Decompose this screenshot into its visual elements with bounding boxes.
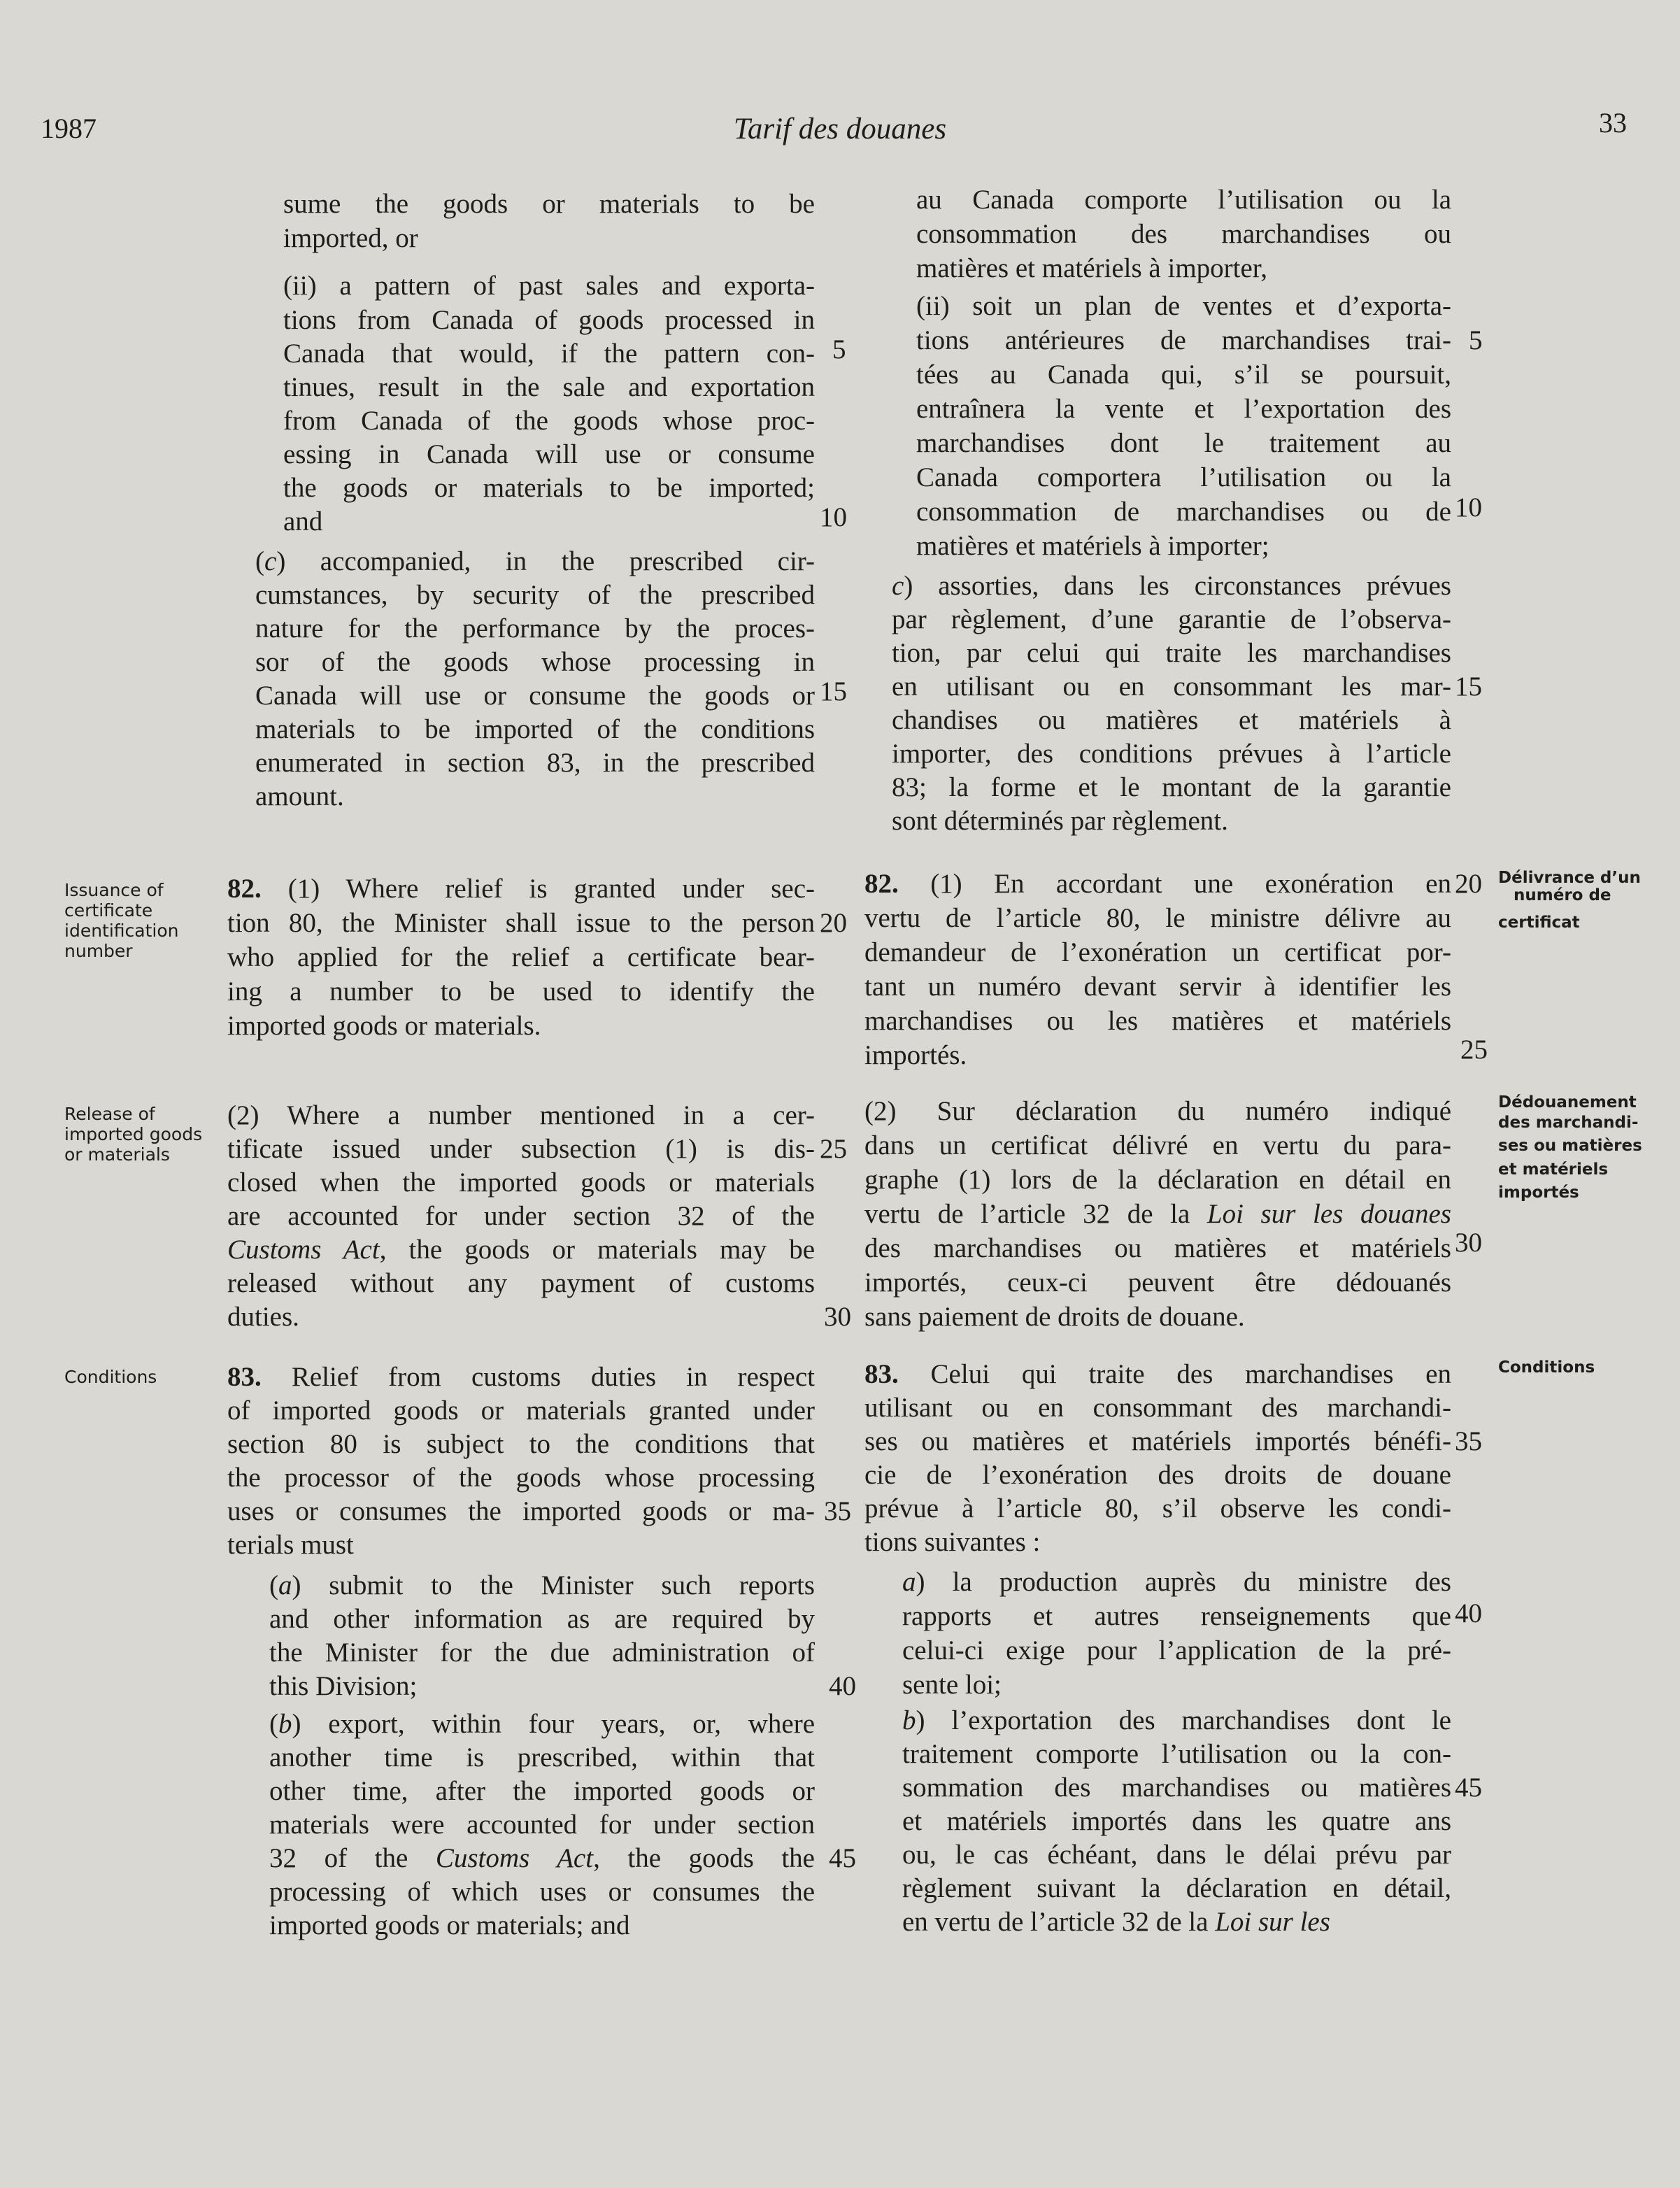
fr-text-line: consommation des marchandises ou [916, 219, 1451, 249]
en-text-line: materials were accounted for under section [269, 1810, 815, 1840]
en-text-line: section 80 is subject to the conditions that [227, 1429, 815, 1459]
marginal-note-fr: certificat [1498, 914, 1580, 932]
fr-text-line: et matériels importés dans les quatre ans [902, 1806, 1451, 1836]
en-text-line: 32 of the Customs Act, the goods the [269, 1843, 815, 1873]
en-text-line: 83. Relief from customs duties in respect [227, 1362, 815, 1392]
marginal-note-en: number [64, 941, 133, 961]
line-number: 5 [832, 334, 846, 364]
line-number: 30 [1455, 1228, 1482, 1258]
fr-text-line: c) assorties, dans les circonstances prévues [892, 571, 1451, 601]
en-text-line: from Canada of the goods whose proc- [283, 406, 815, 436]
en-text-line: and other information as are required by [269, 1604, 815, 1634]
marginal-note-fr: importés [1498, 1184, 1579, 1202]
marginal-note-en: or materials [64, 1144, 170, 1165]
line-number: 15 [820, 676, 847, 706]
fr-text-line: celui-ci exige pour l’application de la pré- [902, 1635, 1451, 1665]
marginal-note-en: identification [64, 921, 179, 941]
fr-text-line: tées au Canada qui, s’il se poursuit, [916, 360, 1451, 390]
fr-text-line: ses ou matières et matériels importés bénéfi- [864, 1426, 1451, 1456]
line-number: 15 [1455, 672, 1482, 702]
marginal-note-fr: des marchandi- [1498, 1114, 1639, 1132]
en-text-line: cumstances, by security of the prescribed [255, 580, 815, 610]
en-text-line: the goods or materials to be imported; [283, 473, 815, 503]
en-text-line: (2) Where a number mentioned in a cer- [227, 1100, 815, 1130]
fr-text-line: importer, des conditions prévues à l’article [892, 739, 1451, 769]
en-text-line: materials to be imported of the conditions [255, 714, 815, 744]
line-number: 45 [829, 1843, 856, 1873]
fr-text-line: marchandises dont le traitement au [916, 428, 1451, 458]
en-text-line: (c) accompanied, in the prescribed cir- [255, 546, 815, 576]
en-text-line: processing of which uses or consumes the [269, 1877, 815, 1907]
en-text-line: the Minister for the due administration of [269, 1638, 815, 1668]
en-text-line: who applied for the relief a certificate bear- [227, 942, 815, 972]
marginal-note-en: Release of [64, 1104, 155, 1124]
fr-text-line: prévue à l’article 80, s’il observe les condi- [864, 1493, 1451, 1523]
fr-text-line: en vertu de l’article 32 de la Loi sur les [902, 1907, 1330, 1937]
fr-text-line: importés, ceux-ci peuvent être dédouanés [864, 1267, 1451, 1298]
marginal-note-en: Issuance of [64, 880, 164, 900]
marginal-note-fr: Délivrance d’un [1498, 869, 1641, 887]
en-text-line: tion 80, the Minister shall issue to the person [227, 908, 815, 938]
line-number: 20 [1455, 869, 1482, 899]
fr-text-line: marchandises ou les matières et matériels [864, 1006, 1451, 1036]
fr-text-line: sans paiement de droits de douane. [864, 1302, 1245, 1332]
en-text-line: nature for the performance by the proces- [255, 613, 815, 644]
fr-text-line: traitement comporte l’utilisation ou la con- [902, 1739, 1451, 1769]
line-number: 25 [820, 1134, 847, 1164]
fr-text-line: tions antérieures de marchandises trai- [916, 325, 1451, 355]
line-number: 25 [1460, 1035, 1488, 1065]
en-text-line: (a) submit to the Minister such reports [269, 1570, 815, 1600]
en-text-line: imported, or [283, 223, 418, 253]
en-text-line: closed when the imported goods or materials [227, 1167, 815, 1198]
line-number: 35 [824, 1496, 851, 1526]
fr-text-line: graphe (1) lors de la déclaration en détail en [864, 1165, 1451, 1195]
fr-text-line: ou, le cas échéant, dans le délai prévu par [902, 1840, 1451, 1870]
fr-text-line: tion, par celui qui traite les marchandises [892, 638, 1451, 668]
en-text-line: this Division; [269, 1671, 418, 1701]
fr-text-line: sont déterminés par règlement. [892, 806, 1228, 836]
fr-text-line: (2) Sur déclaration du numéro indiqué [864, 1096, 1451, 1126]
fr-text-line: chandises ou matières et matériels à [892, 705, 1451, 735]
fr-text-line: tions suivantes : [864, 1527, 1041, 1557]
en-text-line: sume the goods or materials to be [283, 189, 815, 219]
fr-text-line: b) l’exportation des marchandises dont le [902, 1705, 1451, 1735]
en-text-line: (b) export, within four years, or, where [269, 1709, 815, 1739]
fr-text-line: entraînera la vente et l’exportation des [916, 394, 1451, 424]
en-text-line: imported goods or materials. [227, 1011, 541, 1041]
en-text-line: 82. (1) Where relief is granted under sec- [227, 874, 815, 904]
fr-text-line: demandeur de l’exonération un certificat por- [864, 937, 1451, 967]
en-text-line: tinues, result in the sale and exportation [283, 372, 815, 402]
en-text-line: terials must [227, 1530, 354, 1560]
marginal-note-fr: Conditions [1498, 1358, 1595, 1377]
en-text-line: Customs Act, the goods or materials may be [227, 1235, 816, 1265]
en-text-line: (ii) a pattern of past sales and exporta- [283, 271, 815, 301]
fr-text-line: des marchandises ou matières et matériels [864, 1233, 1451, 1263]
en-text-line: tificate issued under subsection (1) is dis- [227, 1134, 815, 1164]
marginal-note-fr: numéro de [1514, 886, 1611, 904]
en-text-line: amount. [255, 781, 344, 811]
line-number: 40 [829, 1671, 856, 1701]
en-text-line: essing in Canada will use or consume [283, 439, 815, 469]
line-number: 5 [1469, 325, 1483, 355]
marginal-note-fr: et matériels [1498, 1160, 1609, 1179]
fr-text-line: sommation des marchandises ou matières [902, 1773, 1451, 1803]
line-number: 40 [1455, 1598, 1482, 1628]
line-number: 10 [1455, 492, 1482, 523]
marginal-note-fr: Dédouanement [1498, 1093, 1637, 1111]
line-number: 20 [820, 908, 847, 938]
fr-text-line: a) la production auprès du ministre des [902, 1567, 1451, 1597]
fr-text-line: Canada comportera l’utilisation ou la [916, 462, 1451, 492]
fr-text-line: rapports et autres renseignements que [902, 1601, 1451, 1631]
fr-text-line: utilisant ou en consommant des marchandi- [864, 1393, 1451, 1423]
en-text-line: another time is prescribed, within that [269, 1742, 815, 1773]
en-text-line: the processor of the goods whose processing [227, 1463, 815, 1493]
fr-text-line: matières et matériels à importer, [916, 253, 1267, 283]
en-text-line: Canada will use or consume the goods or [255, 681, 815, 711]
en-text-line: imported goods or materials; and [269, 1910, 630, 1940]
en-text-line: enumerated in section 83, in the prescribed [255, 748, 815, 778]
fr-text-line: tant un numéro devant servir à identifier les [864, 972, 1451, 1002]
en-text-line: duties. [227, 1302, 299, 1332]
en-text-line: other time, after the imported goods or [269, 1776, 815, 1806]
en-text-line: ing a number to be used to identify the [227, 976, 815, 1007]
fr-text-line: en utilisant ou en consommant les mar- [892, 672, 1451, 702]
en-text-line: and [283, 506, 323, 537]
fr-text-line: vertu de l’article 32 de la Loi sur les douanes [864, 1199, 1451, 1229]
fr-text-line: matières et matériels à importer; [916, 531, 1269, 561]
en-text-line: of imported goods or materials granted under [227, 1395, 815, 1426]
fr-text-line: cie de l’exonération des droits de douane [864, 1460, 1451, 1490]
marginal-note-fr: ses ou matières [1498, 1137, 1642, 1155]
page-title: Tarif des douanes [733, 113, 947, 145]
fr-text-line: au Canada comporte l’utilisation ou la [916, 185, 1451, 215]
page-year: 1987 [41, 113, 97, 144]
fr-text-line: 83. Celui qui traite des marchandises en [864, 1359, 1451, 1389]
fr-text-line: 82. (1) En accordant une exonération en [864, 869, 1451, 899]
en-text-line: uses or consumes the imported goods or ma- [227, 1496, 815, 1526]
line-number: 45 [1455, 1773, 1482, 1803]
fr-text-line: 83; la forme et le montant de la garantie [892, 772, 1451, 802]
fr-text-line: dans un certificat délivré en vertu du para- [864, 1130, 1451, 1160]
page-number: 33 [1599, 107, 1627, 138]
fr-text-line: par règlement, d’une garantie de l’observa- [892, 604, 1451, 634]
marginal-note-en: Conditions [64, 1367, 157, 1387]
fr-text-line: (ii) soit un plan de ventes et d’exporta- [916, 291, 1451, 321]
fr-text-line: consommation de marchandises ou de [916, 497, 1451, 527]
en-text-line: released without any payment of customs [227, 1268, 815, 1298]
fr-text-line: vertu de l’article 80, le ministre délivre au [864, 903, 1451, 933]
line-number: 35 [1455, 1426, 1482, 1456]
en-text-line: tions from Canada of goods processed in [283, 305, 815, 335]
line-number: 30 [824, 1302, 851, 1332]
en-text-line: Canada that would, if the pattern con- [283, 339, 815, 369]
fr-text-line: règlement suivant la déclaration en détail, [902, 1873, 1451, 1903]
line-number: 10 [820, 502, 847, 532]
fr-text-line: importés. [864, 1040, 967, 1070]
fr-text-line: sente loi; [902, 1670, 1002, 1700]
en-text-line: sor of the goods whose processing in [255, 647, 815, 677]
marginal-note-en: imported goods [64, 1124, 203, 1144]
marginal-note-en: certificate [64, 900, 153, 921]
en-text-line: are accounted for under section 32 of the [227, 1201, 815, 1231]
